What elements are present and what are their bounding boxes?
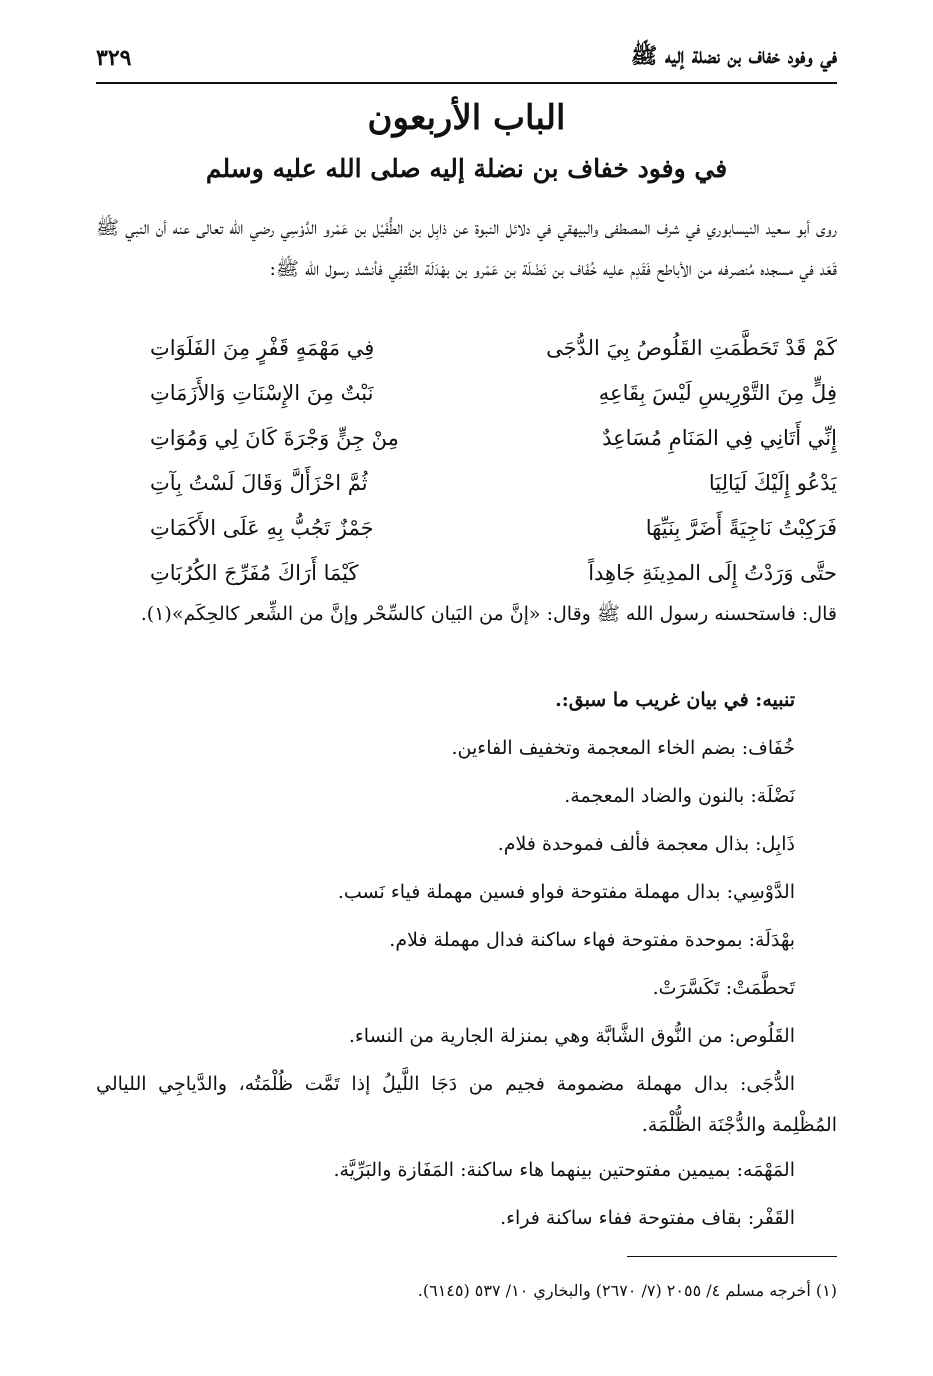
poem-verse [150, 326, 837, 371]
poem-verse [150, 416, 837, 461]
verse-second-hemistich: كَيْمَا أَرَاكَ مُفَرِّجَ الكُرُبَاتِ [150, 561, 359, 585]
page-number: ٣٢٩ [96, 45, 132, 71]
verse-first-hemistich: حتَّى وَرَدْتُ إِلَى المدِينَةِ جَاهِداً [588, 561, 837, 585]
poem-verse [150, 506, 837, 551]
note-item: الدَّوْسِي: بدال مهملة مفتوحة فواو فسين مهملة فياء نَسب. [337, 881, 795, 903]
chapter-subtitle: في وفود خفاف بن نضلة إليه صلى الله عليه وسلم [205, 154, 728, 183]
verse-first-hemistich: إِنِّي أَتَانِي فِي المَنَامِ مُسَاعِدٌ [602, 426, 837, 450]
note-item: نَضْلَة: بالنون والضاد المعجمة. [564, 785, 795, 807]
poem [150, 326, 837, 596]
notes-heading: تنبيه: في بيان غريب ما سبق:. [555, 689, 795, 711]
chapter-title: الباب الأربعون [367, 98, 566, 138]
verse-first-hemistich: فِلٍّ مِنَ التَّوْرِيسِ لَيْسَ بِقَاعِهِ [598, 381, 837, 405]
footnote-rule [627, 1256, 837, 1257]
note-item: بهْدَلَة: بموحدة مفتوحة فهاء ساكنة فدال مهملة فلام. [389, 929, 795, 951]
running-header [96, 38, 837, 78]
verse-second-hemistich: فِي مَهْمَهٍ قَفْرٍ مِنَ الفَلَوَاتِ [150, 336, 375, 360]
poem-verse [150, 371, 837, 416]
verse-first-hemistich: كَمْ قَدْ تَحَطَّمَتِ القَلُوصُ بِيَ الدُّجَى [546, 336, 837, 360]
header-rule [96, 82, 837, 84]
verse-second-hemistich: مِنْ جِنٍّ وَجْرَةَ كَانَ لِي وَمُوَاتِ [150, 426, 399, 450]
footnote: (١) أخرجه مسلم ٤/ ٢٠٥٥ (٧/ ٢٦٧٠) والبخاري ١٠/ ٥٣٧ (٦١٤٥). [417, 1281, 837, 1300]
note-item: خُفَاف: بضم الخاء المعجمة وتخفيف الفاءين. [451, 737, 795, 759]
running-title: في وفود خفاف بن نضلة إليه ﷺ [630, 43, 837, 69]
note-item: القَلُوص: من النُّوق الشَّابَّة وهي بمنزلة الجارية من النساء. [348, 1025, 795, 1047]
verse-second-hemistich: نَبْتٌ مِنَ الإِسْنَاتِ وَالأَزَمَاتِ [150, 381, 374, 405]
verse-second-hemistich: جَمْزٌ تَجُبُّ بِهِ عَلَى الأَكَمَاتِ [150, 516, 374, 540]
note-item: الدُّجَى: بدال مهملة مضمومة فجيم من دَجَا اللَّيلُ إذا تَمَّت ظُلْمَتُه، والدَّياجِي الليالي المُظْلِمة والدُّجْنَة الظُّلْمَة. [96, 1073, 837, 1136]
note-item: تَحطَّمَتْ: تَكَسَّرَتْ. [652, 977, 795, 999]
poem-verse [150, 461, 837, 506]
note-item: القَفْر: بقاف مفتوحة ففاء ساكنة فراء. [500, 1207, 795, 1229]
intro-paragraph: روى أبو سعيد النيسابوري في شرف المصطفى والبيهقي في دلائل النبوة عن ذابِل بن الطُّفَيْل بن عَمْرو الدَّوْسِي رضي الله تعالى عنه أن النبي ﷺ قَعَد في مسجده مُنصرفه من الأباطح فَقَدِم عليه خُفَاف بن نَضْلَة بن عَمْرو بن بهْدَلَة الثَّقفِي فأنشد رسول الله ﷺ: [96, 217, 837, 280]
verse-first-hemistich: فَرَكِبْتُ نَاجِيَةً أَضَرَّ بِنَيِّهَا [645, 516, 837, 540]
note-item: المَهْمَه: بميمين مفتوحتين بينهما هاء ساكنة: المَفَازة والبَرِّيَّة. [333, 1159, 795, 1181]
verse-first-hemistich: يَدْعُو إِلَيْكَ لَيَالِيَا [708, 471, 837, 495]
after-poem-paragraph: قال: فاستحسنه رسول الله ﷺ وقال: «إنَّ من البَيان كالسِّحْر وإنَّ من الشِّعر كالحِكَم»(١). [140, 603, 837, 625]
verse-second-hemistich: ثُمَّ احْزَأَلَّ وَقَالَ لَسْتُ بِآتِ [150, 471, 368, 495]
note-item: ذَابِل: بذال معجمة فألف فموحدة فلام. [497, 833, 795, 855]
poem-verse [150, 551, 837, 596]
